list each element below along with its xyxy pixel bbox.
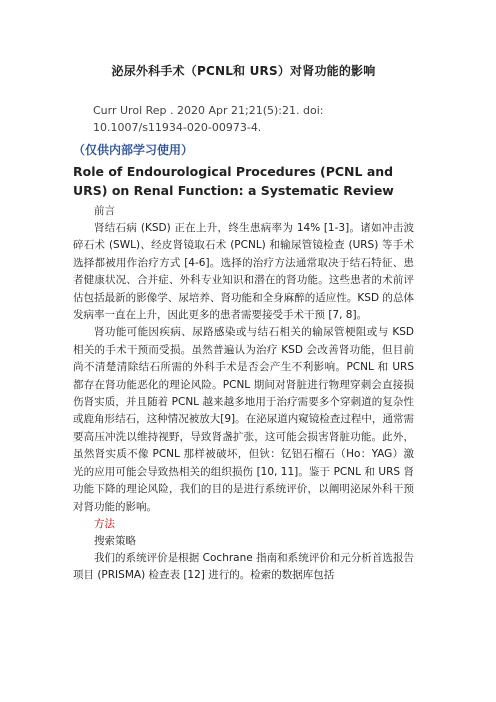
methods-heading: 方法 xyxy=(94,517,115,530)
paragraph-intro-1: 肾结石病 (KSD) 正在上升，终生患病率为 14% [1-3]。诸如冲击波碎石术 (SWL)、经皮肾镜取石术 (PCNL) 和输尿管镜检查 (URS) 等手术选择都被用作治疗方式 [4-6]。选择的治疗方法通常取决于结石特征、患者健康状况、合并症、外科专业知识和潜在的肾功能。这些患者的术前评估包括最新的影像学、尿培养、肾功能和全身麻醉的适应性。KSD 的总体发病率一直在上升，因此更多的患者需要接受手术干预 [7, 8]。 xyxy=(73,222,414,322)
paragraph-methods-1: 我们的系统评价是根据 Cochrane 指南和系统评价和元分析首选报告项目 (PRISMA) 检查表 [12] 进行的。检索的数据库包括 xyxy=(73,551,414,582)
search-strategy-heading: 搜索策略 xyxy=(94,534,136,547)
paragraph-intro-2: 肾功能可能因疾病、尿路感染或与结石相关的输尿管梗阻或与 KSD 相关的手术干预而受损。虽然普遍认为治疗 KSD 会改善肾功能，但目前尚不清楚清除结石所需的外科手术是否会产生不利影响。PCNL 和 URS 都存在肾功能恶化的理论风险。PCNL 期间对肾脏进行物理穿刺会直接损伤肾实质，并且随着 PCNL 越来越多地用于治疗需要多个穿刺道的复杂性或鹿角形结石，这种情况被放大[9]。在泌尿道内窥镜检查过程中，通常需要高压冲洗以维持视野，导致肾盏扩张，这可能会损害肾脏功能。此外，虽然肾实质不像 PCNL 那样被破坏，但钬：钇铝石榴石（Ho：YAG）激光的应用可能会导致热相关的组织损伤 [10, 11]。鉴于 PCNL 和 URS 肾功能下降的理论风险，我们的目的是进行系统评价，以阐明泌尿外科干预对肾功能的影响。 xyxy=(73,326,414,513)
preface-heading: 前言 xyxy=(94,205,115,217)
citation: Curr Urol Rep . 2020 Apr 21;21(5):21. doi: 10.1007/s11934-020-00973-4. xyxy=(93,104,324,134)
english-title: Role of Endourological Procedures (PCNL and URS) on Renal Function: a Systematic Review xyxy=(73,164,394,198)
internal-use-note: （仅供内部学习使用） xyxy=(73,143,194,157)
document-title: 泌尿外科手术（PCNL和 URS）对肾功能的影响 xyxy=(111,64,376,78)
